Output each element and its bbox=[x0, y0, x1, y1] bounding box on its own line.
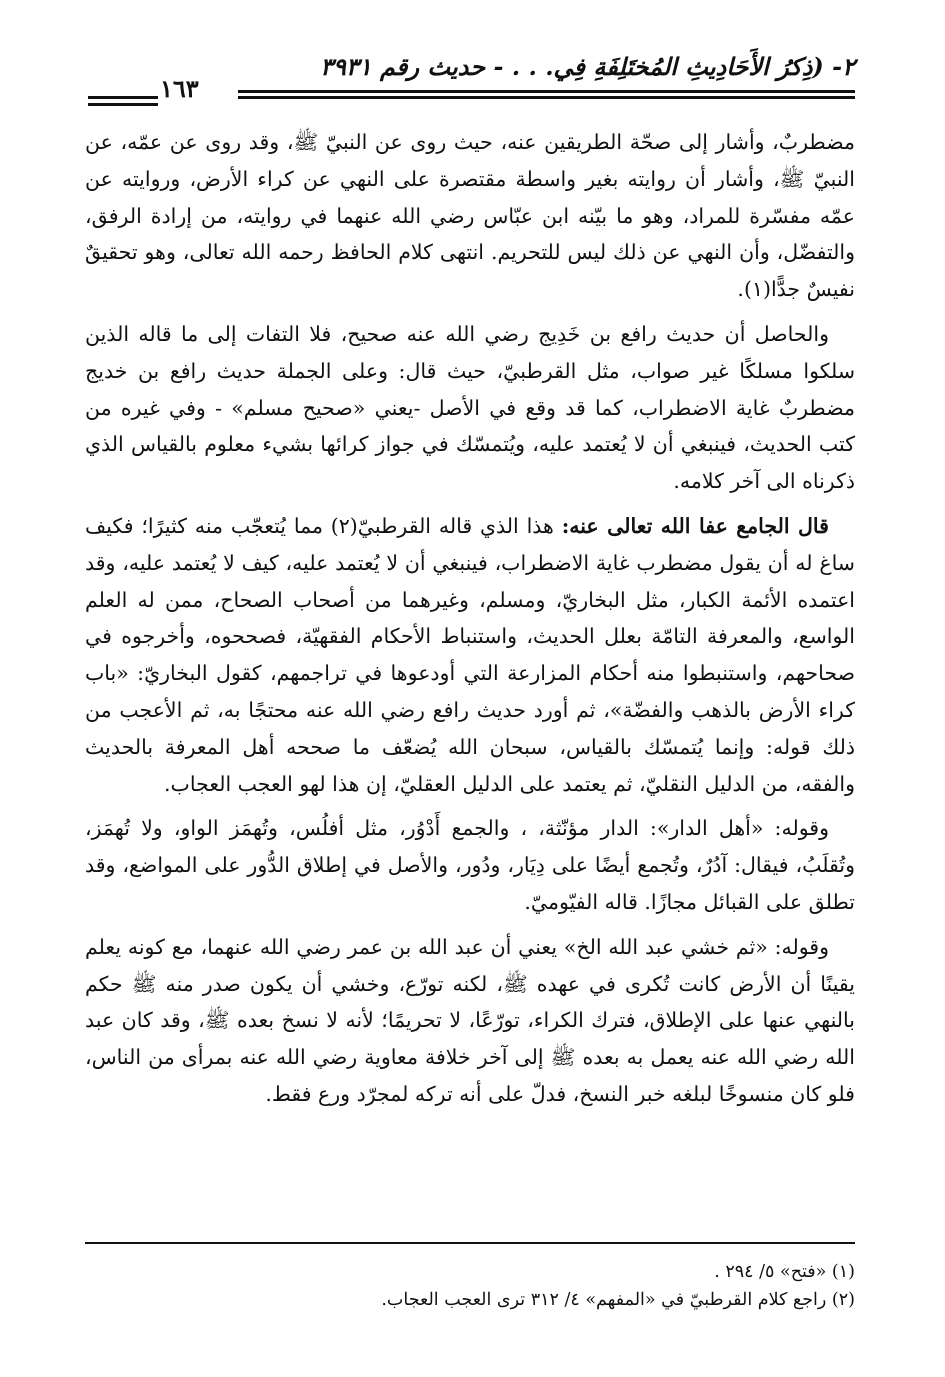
paragraph-1: مضطربٌ، وأشار إلى صحّة الطريقين عنه، حيث روى عن النبيّ ﷺ، وقد روى عن عمّه، عن النبيّ ﷺ، وأشار أن روايته بغير واسطة مقتصرة على النهي عن كراء الأرض، وروايته عن عمّه مفسّرة للمراد، وهو ما بيّنه ابن عبّاس رضي الله عنهما في روايته، من إرادة الرفق، والتفضّل، وأن النهي عن ذلك ليس للتحريم. انتهى كلام الحافظ رحمه الله تعالى، وهو تحقيقٌ نفيسٌ جدًّا(١). bbox=[85, 130, 855, 302]
header-rule bbox=[238, 90, 855, 93]
header-rule-double bbox=[238, 96, 855, 99]
paragraph-3-text: هذا الذي قاله القرطبيّ(٢) مما يُتعجّب منه كثيرًا؛ فكيف ساغ له أن يقول مضطرب غاية الاضطراب، فينبغي أن لا يُعتمد عليه، كيف لا يُعتمد عليه، وقد اعتمده الأئمة الكبار، مثل البخاريّ، ومسلم، وغيرهما من أصحاب الصحاح، ممن له العلم الواسع، والمعرفة التامّة بعلل الحديث، واستنباط الأحكام الفقهيّة، فصححوه، وأخرجوه في صحاحهم، واستنبطوا منه أحكام المزارعة التي أودعوها في تراجمهم، كقول البخاريّ: «باب كراء الأرض بالذهب والفضّة»، ثم أورد حديث رافع رضي الله عنه محتجًا به، ثم الأعجب من ذلك قوله: وإنما يُتمسّك بالقياس، سبحان الله يُضعّف ما صححه أهل المعرفة بالحديث والفقه، من الدليل النقليّ، ثم يعتمد على الدليل العقليّ، إن هذا لهو العجب العجاب. bbox=[85, 513, 855, 796]
paragraph-4: وقوله: «أهل الدار»: الدار مؤنّثة، ، والجمع أَدْوُر، مثل أفلُس، وتُهمَز الواو، ولا تُهمَز، وتُقلَبُ، فيقال: آدُرٌ، وتُجمع أيضًا على دِيَار، ودُور، والأصل في إطلاق الدُّور على المواضع، وقد تطلق على القبائل مجازًا. قاله الفيّوميّ. bbox=[85, 816, 855, 914]
main-text bbox=[85, 124, 855, 1121]
footnote-2: (٢) راجع كلام القرطبيّ في «المفهم» ٤/ ٣١٢ ترى العجب العجاب. bbox=[381, 1290, 855, 1310]
paragraph-2: والحاصل أن حديث رافع بن خَدِيج رضي الله عنه صحيح، فلا التفات إلى ما قاله الذين سلكوا مسلكًا غير صواب، مثل القرطبيّ، حيث قال: وعلى الجملة حديث رافع بن خديج مضطربٌ غاية الاضطراب، كما قد وقع في الأصل -يعني «صحيح مسلم» - وفي غيره من كتب الحديث، فينبغي أن لا يُعتمد عليه، ويُتمسّك في جواز كرائها بشيء معلوم بالقياس الذي ذكرناه الى آخر كلامه. bbox=[85, 321, 855, 494]
running-title: ٢- (ذِكرُ الأَحَادِيثِ المُختَلِفَةِ فِي. . . - حديث رقم ٣٩٣١ bbox=[320, 52, 855, 81]
page-header bbox=[88, 52, 855, 103]
lead-in-heading: قال الجامع عفا الله تعالى عنه: bbox=[561, 513, 829, 538]
page-number-rule-double bbox=[88, 103, 158, 106]
paragraph-3 bbox=[85, 508, 855, 802]
paragraph-5: وقوله: «ثم خشي عبد الله الخ» يعني أن عبد الله بن عمر رضي الله عنهما، مع كونه يعلم يقينًا أن الأرض كانت تُكرى في عهده ﷺ، لكنه تورّع، وخشي أن يكون صدر منه ﷺ حكم بالنهي عنها على الإطلاق، فترك الكراء، تورّعًا، لا تحريمًا؛ لأنه لا نسخ بعده ﷺ، وقد كان عبد الله رضي الله عنه يعمل به بعده ﷺ إلى آخر خلافة معاوية رضي الله عنه بمرأى من الناس، فلو كان منسوخًا لبلغه خبر النسخ، فدلّ على أنه تركه لمجرّد ورع فقط. bbox=[85, 934, 855, 1106]
footnote-1: (١) «فتح» ٥/ ٢٩٤ . bbox=[714, 1262, 855, 1282]
page-number: ١٦٣ bbox=[160, 74, 199, 103]
footnote-rule bbox=[85, 1242, 855, 1244]
footnotes bbox=[85, 1258, 855, 1314]
page-number-rule bbox=[88, 96, 158, 99]
